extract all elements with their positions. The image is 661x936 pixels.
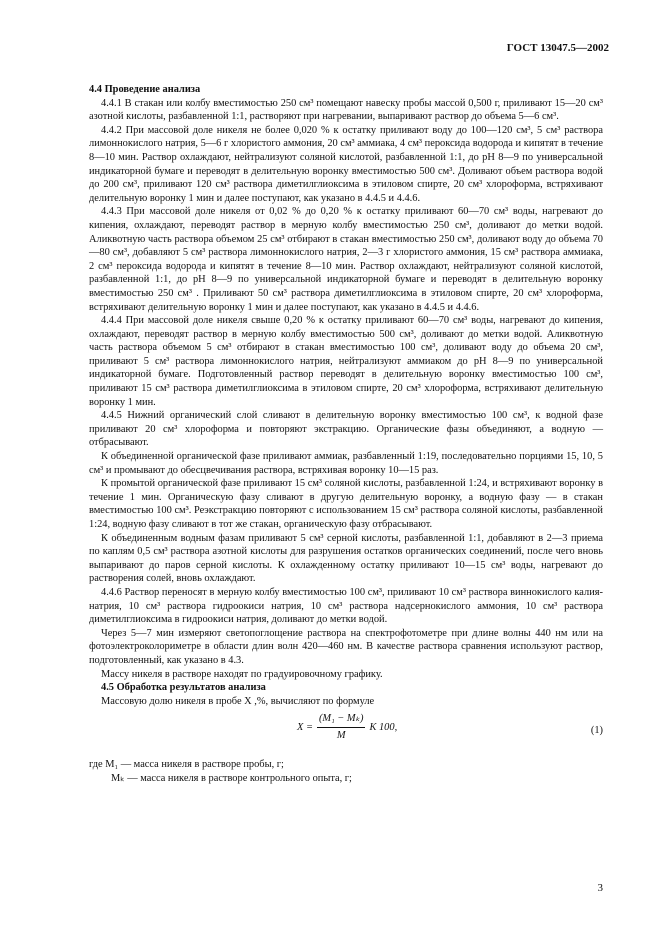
- section-heading-4-5: 4.5 Обработка результатов анализа: [101, 682, 266, 694]
- section-heading-4-4: 4.4 Проведение анализа: [89, 84, 201, 95]
- formula-fraction: [317, 712, 365, 742]
- formula-expression: [297, 712, 397, 742]
- paragraph-calibration: Массу никеля в растворе находят по градуировочному графику.: [101, 668, 383, 680]
- formula-number: (1): [590, 725, 603, 737]
- variable-definition-m1: где M₁ — масса никеля в растворе пробы, г;: [89, 759, 284, 771]
- paragraph-4-4-6: 4.4.6 Раствор переносят в мерную колбу вместимостью 100 см³, приливают 10 см³ раствора виннокислого калия-натрия, 10 см³ раствора гидроокиси натрия, 10 см³ раствора надсернокислого аммония, 10 см³ раствора диметилглиоксима в гидроокиси натрия, доливают до метки водой.: [89, 586, 603, 626]
- paragraph-4-4-5: 4.4.5 Нижний органический слой сливают в делительную воронку вместимостью 100 см³, к водной фазе приливают 20 см³ хлороформа и повторяют экстракцию. Органические фазы объединяют, а водную — отбрасывают.: [89, 410, 603, 449]
- main-content: [89, 83, 603, 786]
- formula-intro: Массовую долю никеля в пробе X ,%, вычисляют по формуле: [101, 695, 375, 707]
- document-code-header: ГОСТ 13047.5—2002: [506, 42, 609, 54]
- paragraph-4-4-4: 4.4.4 При массовой доле никеля свыше 0,20 % к остатку приливают 60—70 см³ воды, нагревают до кипения, охлаждают, переводят раствор в мерную колбу вместимостью 500 см³, доливают до метки водой. Аликвотную часть раствора объемом 5 см³ отбирают в стакан вместимостью 100 см³, доливают воду до объема 20 см³, приливают 5 см³ раствора лимоннокислого натрия, нейтрализуют аммиаком до pH 8—9 по универсальной индикаторной бумаге. Подготовленный раствор переводят в делительную воронку вместимостью 100 см³, приливают 15 см³ раствора диметилглиоксима в этиловом спирте, 20 см³ хлороформа, встряхивают делительную воронку 1 мин.: [89, 315, 603, 408]
- formula-lhs: X =: [297, 721, 313, 733]
- paragraph-reextraction: К промытой органической фазе приливают 15 см³ соляной кислоты, разбавленной 1:24, и встряхивают воронку в течение 1 мин. Органическую фазу сливают в другую делительную воронку, а водную фазу — в стакан вместимостью 100 см³. Реэкстракцию повторяют с использованием 15 см³ раствора соляной кислоты, разбавленной 1:24, водную фазу сливают в тот же стакан, органическую фазу отбрасывают.: [89, 478, 603, 530]
- paragraph-4-4-2: 4.4.2 При массовой доле никеля не более 0,020 % к остатку приливают воду до 100—120 см³, 5 см³ раствора лимоннокислого натрия, 5—6 г хлористого аммония, 20 см³ аммиака, 4 см³ пероксида водорода и кипятят в течение 8—10 мин. Раствор охлаждают, нейтрализуют соляной кислотой, разбавленной 1:1, до pH 8—9 по универсальной индикаторной бумаге и переводят в делительную воронку вместимостью 500 см³. Доливают объем раствора водой до 200 см³, приливают 120 см³ раствора диметилглиоксима в этиловом спирте, 20 см³ хлороформа, встряхивают делительную воронку 1 мин и далее поступают, как указано в 4.4.5 и 4.4.6.: [89, 124, 603, 204]
- paragraph-4-4-3: 4.4.3 При массовой доле никеля от 0,02 % до 0,20 % к остатку приливают 60—70 см³ воды, нагревают до кипения, охлаждают, переводят раствор в мерную колбу вместимостью 250 см³, доливают до метки водой. Аликвотную часть раствора объемом 25 см³ отбирают в стакан вместимостью 250 см³, доливают воду до объема 70—80 см³, добавляют 5 см³ раствора лимоннокислого натрия, 2—3 г хлористого аммония, 15 см³ раствора аммиака, 2 см³ пероксида водорода и кипятят в течение 8—10 мин. Раствор охлаждают, нейтрализуют соляной кислотой, разбавленной 1:1, до pH 8—9 по универсальной индикаторной бумаге и переводят в делительную воронку вместимостью 250 см³ . Приливают 50 см³ раствора диметилглиоксима в этиловом спирте, 20 см³ хлороформа, встряхивают делительную воронку 1 мин и далее поступают, как указано в 4.4.5 и 4.4.6.: [89, 206, 603, 313]
- variable-definition-mk: Mₖ — масса никеля в растворе контрольного опыта, г;: [111, 772, 352, 784]
- formula-denominator: M: [336, 729, 346, 741]
- paragraph-aqueous-phases: К объединенным водным фазам приливают 5 см³ серной кислоты, разбавленной 1:1, добавляют в 2—3 приема по каплям 0,5 см³ раствора азотной кислоты для разрушения остатков органических соединений, после чего вновь выпаривают до паров серной кислоты. К охлажденному остатку приливают 10—15 см³ воды, нагревают до растворения солей, вновь охлаждают.: [89, 532, 603, 585]
- paragraph-measurement: Через 5—7 мин измеряют светопоглощение раствора на спектрофотометре при длине волны 440 нм или на фотоэлектроколориметре в области длин волн 420—460 нм. В качестве раствора сравнения используют раствор, подготовленный, как указано в 4.3.: [89, 627, 603, 666]
- formula-rhs: K 100,: [369, 721, 398, 733]
- page-number: 3: [597, 882, 603, 894]
- formula-numerator: (M₁ − Mₖ): [317, 712, 365, 728]
- paragraph-4-4-1: 4.4.1 В стакан или колбу вместимостью 250 см³ помещают навеску пробы массой 0,500 г, приливают 15—20 см³ азотной кислоты, разбавленной 1:1, растворяют при нагревании, выпаривают раствор до объема 5—6 см³.: [89, 97, 603, 123]
- formula-1: [89, 712, 603, 752]
- paragraph-organic-phase-wash: К объединенной органической фазе приливают аммиак, разбавленный 1:19, последовательно порциями 15, 10, 5 см³ и промывают до обесцвечивания раствора, встряхивая воронку 10—15 раз.: [89, 451, 603, 476]
